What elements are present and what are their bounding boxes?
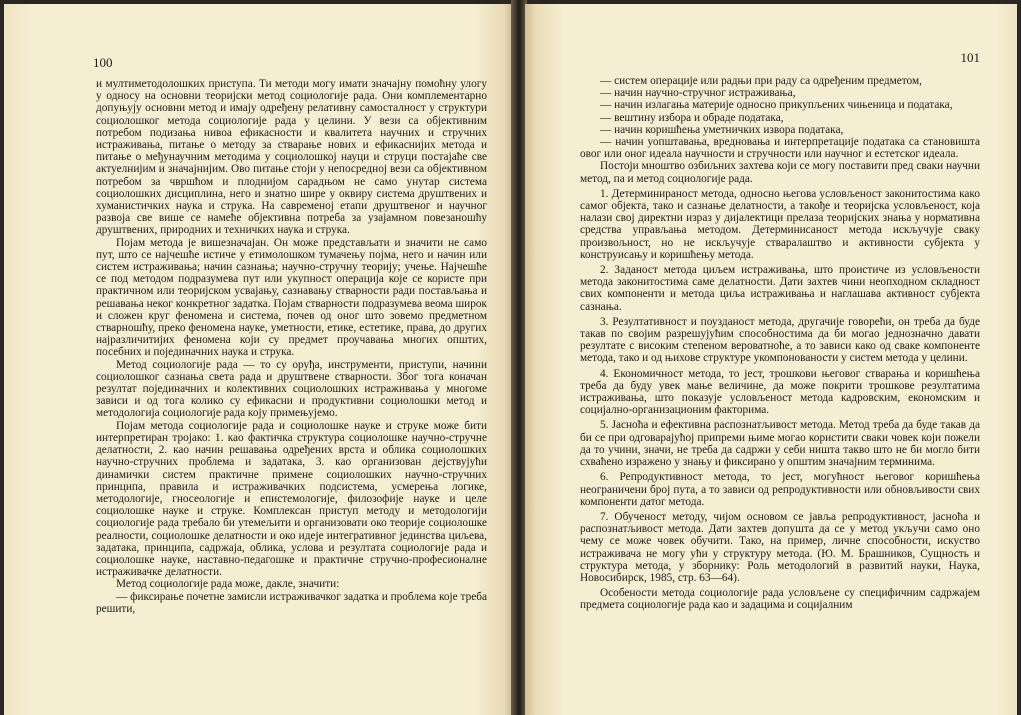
paragraph: — вештину избора и обраде података, xyxy=(600,111,784,124)
right-page-text xyxy=(580,75,980,612)
page-number: 101 xyxy=(960,50,980,65)
paragraph: — начин излагања материје односно прикупљених чињеница и података, xyxy=(600,99,953,112)
paragraph: Метод социологије рада — то су оруђа, инструменти, приступи, начини социолошког сазнања света рада и друштвене стварности. Због тога коначан резултат појединачних и колективних социолошких истраживања у многоме зависи и од тога колико су ефикасни и продуктивни социолошки метод и методологија социологије рада коју примењујемо. xyxy=(96,358,487,420)
paragraph: Појам метода је вишезначајан. Он може представљати и значити не само пут, што се најчешће истиче у етимолошком тумачењу појма, него и начин или систем истраживања; начин сазнања; научно-стручну теорију; учење. Најчешће се под методом подразумева пут или укупност операција које се користе при практичном или теоријском усвајању, сазнавању стварности ради постављања и решавања неког конкретног задатка. Појам стварности подразумева веома широк и сложен круг феномена и система, почев од оног што зовемо предметном стварношћу, преко феномена науке, уметности, етике, естетике, права, до других најразличитијих феномена који су предмет проучавања многих општих, посебних и појединачних наука и струка. xyxy=(96,236,487,359)
right-page xyxy=(525,4,1017,715)
page-number: 100 xyxy=(93,55,113,70)
paragraph: — начин коришћења уметничких извора података, xyxy=(600,123,844,136)
paragraph: Постоји мноштво озбиљних захтева који се могу поставити пред сваки научни метод, па и метод социологије рада. xyxy=(580,160,980,185)
paragraph: 7. Обученост методу, чијом основом се јавља репродуктивност, јасноћа и распознатљивост метода. Дати захтев допушта да се у метод укључи само оно чему се може човек обучити. Тако, на пример, личне способности, искуство истраживача не могу ући у структуру метода. (Ю. М. Брашников, Сущность и структура метода, у зборнику: Роль методологий в развитий науки, Наука, Новосибирск, 1985, стр. 63—64). xyxy=(580,510,980,584)
paragraph: 5. Јасноћа и ефективна распознатљивост метода. Метод треба да буде такав да би се при одговарајућој припреми њиме могао користити сваки човек који пожели да то учини, значи, не треба да садржи у себи ништа такво што не би могло бити схваћено изражено у знању и фиксирано у општим значајним терминима. xyxy=(580,419,980,469)
left-page xyxy=(4,4,513,715)
paragraph: 3. Резултативност и поузданост метода, другачије говорећи, он треба да буде такав по својим разрешујућим способностима да би могао једнозначно давати резултате с високим степеном вероватноће, а то зависи како од сваке компоненте метода, тако и од њихове структуре укомпонованости у систем метода у целини. xyxy=(580,315,980,365)
left-page-text xyxy=(96,78,487,615)
paragraph: 1. Детерминираност метода, односно његова условљеност законитостима како самог објекта, тако и сазнање делатности, а такође и теоријска условљеност, која налази свој директни израз у дијалектици прелаза теоријских знања у нормативна средства управљања методом. Детерминисаност метода искључује сваку произвољност, но не искључује стваралаштво и активности субјекта у конструисању и коришћењу метода. xyxy=(580,187,980,261)
paragraph: — начин уопштавања, вредновања и интерпретације података са становишта овог или оног идеала научности и стручности или научног и естетског идеала. xyxy=(580,136,980,161)
paragraph: — начин научно-стручног истраживања, xyxy=(600,87,796,100)
paragraph: Метод социологије рада може, дакле, значити: xyxy=(116,578,340,591)
paragraph: Особености метода социологије рада условљене су специфичним садржајем предмета социологије рада као и задацима и социјалним xyxy=(580,587,980,612)
paragraph: и мултиметодолошких приступа. Ти методи могу имати значајну помоћну улогу у односу на основни теоријски метод социологије рада. Они комплементарно допуњују основни метод и имају одређену релативну самосталност у структури социолошког метода социологије рада у целини. У вези са објективним потребом подизања нивоа ефикасности и квалитета научних и стручних истраживања, питање о методу за стварање нових и ефикаснијих метода и питање о међунаучним методима у социолошкој науци и струци постајаће све актуелнијим и значајнијим. Ово питање стоји у непосредној вези са објективном потребом за чвршћом и плоднијом сарадњом не само унутар система социолошких дисциплина, него и знатно шире у оквиру система друштвених и хуманистичких наука и струка. На савременој етапи друштвеног и научног развоја све више се намеће објективна потреба за узајамном повезаношћу друштвених, природних и техничких наука и струка. xyxy=(96,78,487,237)
paragraph: 2. Заданост метода циљем истраживања, што проистиче из условљености метода законитостима саме делатности. Дати захтев чини неопходном складност свих компоненти и метода циља истраживања и наглашава активност субјекта сазнања. xyxy=(580,264,980,313)
paragraph: Појам метода социологије рада и социолошке науке и струке може бити интерпретиран тројако: 1. као фактичка структура социолошке научно-стручне делатности, 2. као начин решавања одређених врста и облика социолошких научно-стручних проблема и задатака, 3. као организован дејствујући динамички систем практичне примене социолошких научно-стручних принципа, правила и истраживачких подсистема, усмерења логике, методологије, гносеологије и епистемологије, филозофије науке и целе социолошке науке и струке. Комплексан приступ методу и методологији социологије рада требало би утемељити и организовати око теорије социолошке реалности, социолошке делатности и око идеје интегративног јединства циљева, задатака, принципа, садржаја, облика, услова и резултата социологије рада и социолошке науке, наставно-педагошке и практичне стручно-професионалне истраживачке делатности. xyxy=(96,419,487,579)
paragraph: 4. Економичност метода, то јест, трошкови његовог стварања и коришћења треба да буду увек мање величине, да може покрити трошкове резултатима истраживања, што показује условљеност метода кадровским, економским и социјално-организационим факторима. xyxy=(580,367,980,417)
paragraph: 6. Репродуктивност метода, то јест, могућност његовог коришћења неограничени број пута, а то зависи од репродуктивности или обновљивости свих компоненти датог метода. xyxy=(580,471,980,508)
paragraph: — фиксирање почетне замисли истраживачког задатка и проблема које треба решити, xyxy=(96,590,487,615)
paragraph: — систем операције или радњи при раду са одређеним предметом, xyxy=(600,75,922,87)
